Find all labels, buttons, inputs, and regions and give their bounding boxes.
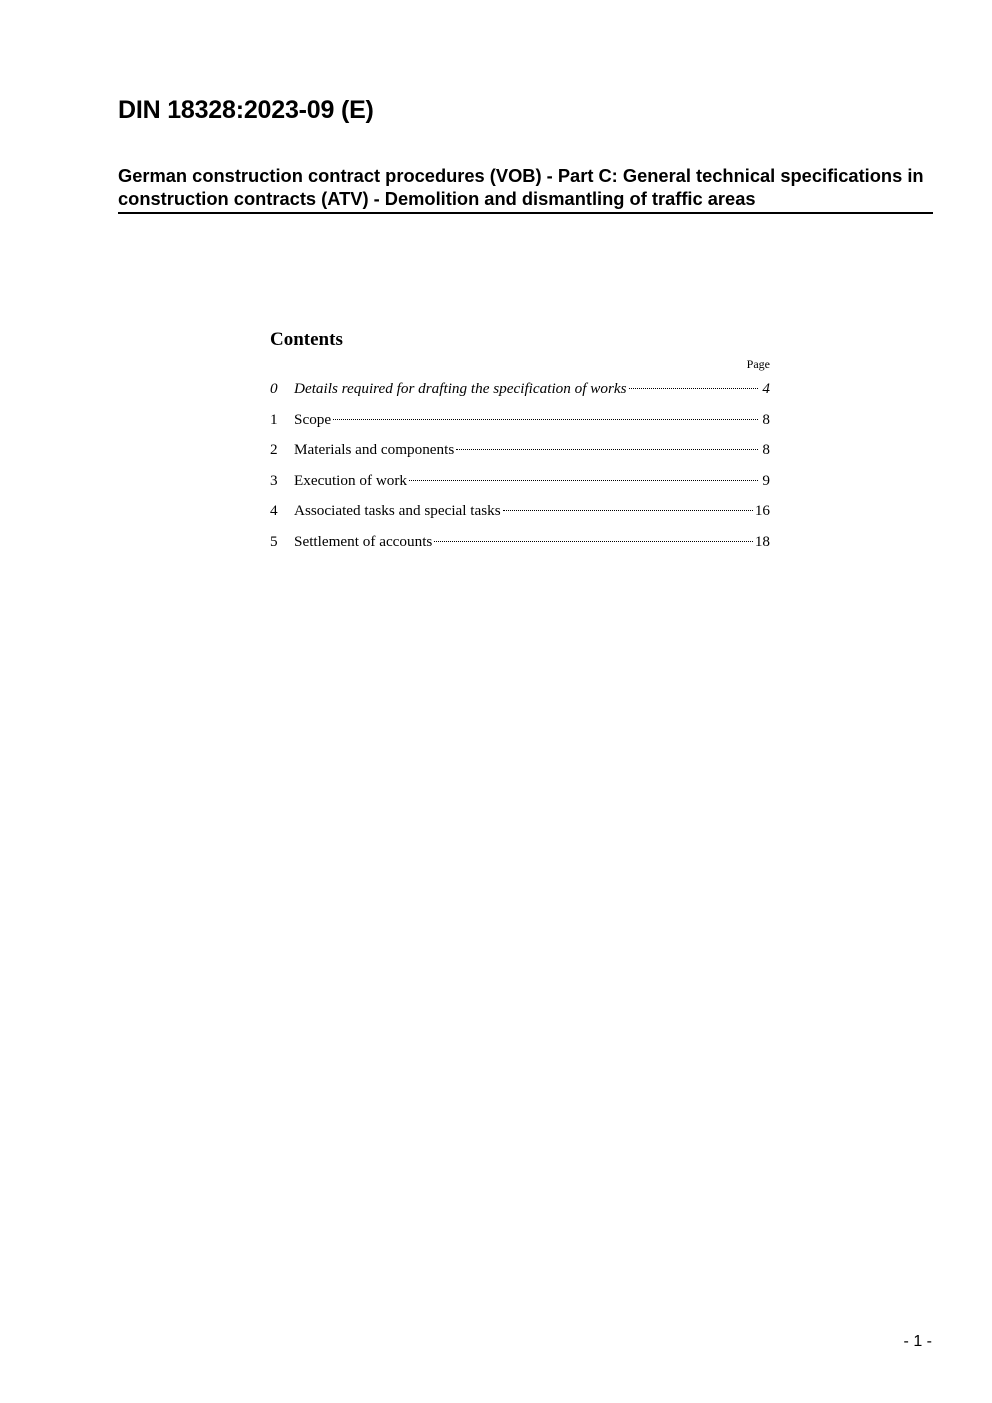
toc-entry-title: Execution of work (294, 471, 408, 489)
toc-entry-number: 5 (270, 532, 278, 550)
page-column-label: Page (746, 357, 770, 371)
toc-entry-number: 1 (270, 410, 278, 428)
dot-leader (629, 388, 758, 389)
toc-entry-title: Associated tasks and special tasks (294, 502, 501, 519)
toc-entry[interactable] (270, 500, 770, 531)
toc-entry-number: 0 (270, 380, 278, 397)
toc-entry-page: 9 (762, 471, 770, 489)
toc-entry-page: 8 (762, 441, 770, 458)
dot-leader (333, 419, 758, 420)
toc-entry-number: 2 (270, 441, 278, 458)
toc-entry-title: Materials and components (294, 441, 455, 458)
toc-entry[interactable] (270, 439, 770, 470)
toc-entry-number: 3 (270, 471, 278, 489)
dot-leader (456, 449, 758, 450)
toc-entry-page: 4 (762, 380, 770, 397)
contents-heading: Contents (270, 329, 343, 350)
dot-leader (409, 480, 758, 481)
dot-leader (503, 510, 753, 511)
toc-entry-number: 4 (270, 502, 278, 519)
toc-entry-page: 18 (754, 532, 770, 550)
toc-entry[interactable] (270, 378, 770, 409)
toc-entry[interactable] (270, 409, 770, 440)
toc-entry-title: Settlement of accounts (294, 532, 433, 550)
toc-entry-title: Details required for drafting the specification of works (294, 380, 627, 397)
toc-entry-page: 16 (754, 502, 770, 519)
dot-leader (434, 541, 752, 542)
toc-entry-page: 8 (762, 410, 770, 428)
table-of-contents (270, 326, 770, 561)
page-number: - 1 - (903, 1333, 932, 1350)
toc-list (270, 378, 770, 561)
toc-entry-title: Scope (294, 410, 332, 428)
document-code: DIN 18328:2023-09 (E) (118, 96, 374, 124)
toc-entry[interactable] (270, 531, 770, 562)
document-title: German construction contract procedures (VOB) - Part C: General technical specifications in construction contracts (ATV) - Demolition and dismantling of traffic areas (118, 164, 933, 214)
toc-entry[interactable] (270, 470, 770, 501)
